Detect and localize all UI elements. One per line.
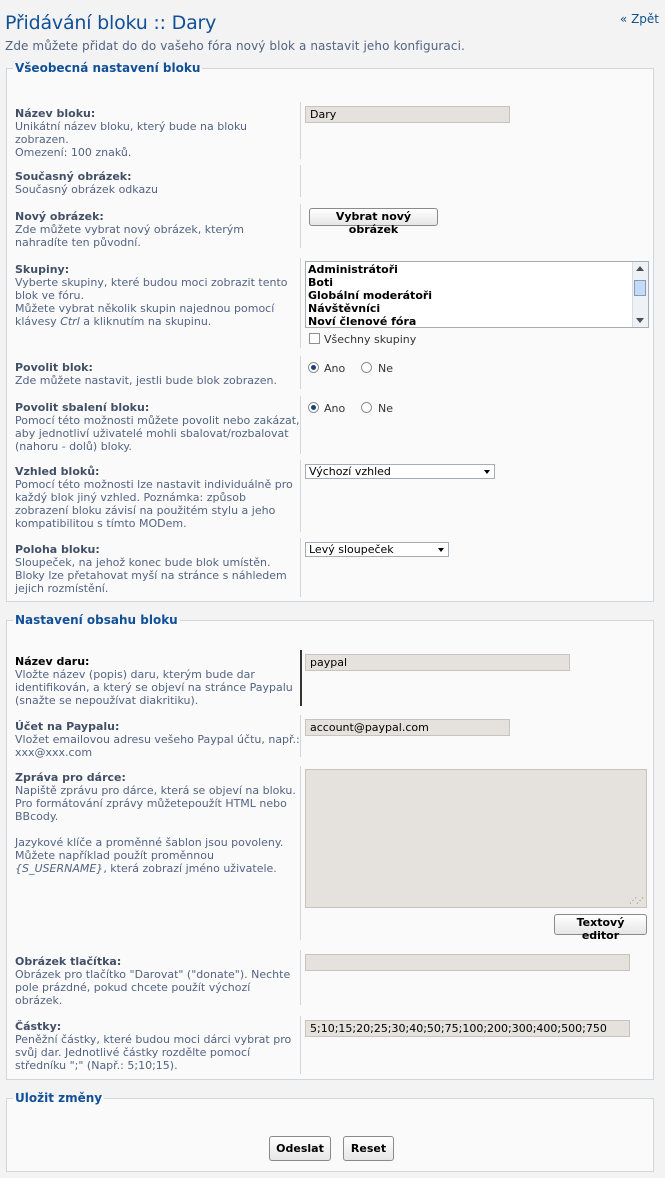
donor-message-vars-desc: Jazykové klíče a proměnné šablon jsou povoleny. Můžete například použít proměnnou {S_USERNAME}, která zobrazí jméno uživatele. [15,836,284,875]
group-option[interactable]: Noví členové fóra [308,315,417,328]
groups-listbox[interactable] [305,261,649,328]
block-style-title: Vzhled bloků: [15,465,100,478]
group-option[interactable]: Globální moderátoři [308,289,433,302]
donation-name-title: Název daru: [15,655,90,668]
all-groups-checkbox[interactable] [309,333,320,344]
divider [300,1016,301,1074]
enable-collapse-no-label: Ne [378,402,393,415]
amounts-desc: Peněžní částky, které budou moci dárci vybrat pro svůj dar. Jednotlivé částky rozdělte pomocí středníku ";" (Např.: 5;10;15). [15,1033,292,1072]
block-style-select[interactable] [305,464,495,479]
group-option[interactable]: Administrátoři [308,263,398,276]
all-groups-label: Všechny skupiny [324,333,417,346]
select-new-image-button[interactable]: Vybrat nový obrázek [309,208,438,226]
current-image-desc: Současný obrázek odkazu [15,183,158,196]
new-image-desc: Zde můžete vybrat nový obrázek, kterým nahradíte ten původní. [15,223,244,249]
enable-block-no-label: Ne [378,362,393,375]
save-legend: Uložit změny [15,1091,103,1105]
enable-collapse-desc: Pomocí této možnosti můžete povolit nebo zakázat, aby jednotliví uživatelé mohli sbalovat/rozbalovat (nahoru - dolů) bloky. [15,414,300,453]
groups-desc: Vyberte skupiny, které budou moci zobrazit tento blok ve fóru. [15,276,288,302]
submit-button[interactable]: Odeslat [269,1136,331,1161]
page-intro: Zde můžete přidat do do vašeho fóra nový blok a nastavit jeho konfiguraci. [5,39,465,53]
donor-message-title: Zpráva pro dárce: [15,771,126,784]
amounts-input[interactable]: 5;10;15;20;25;30;40;50;75;100;200;300;400;500;750 [305,1020,630,1037]
general-settings-legend: Všeobecná nastavení bloku [15,61,201,75]
enable-block-no-radio[interactable] [361,362,372,373]
divider [300,460,301,532]
group-option[interactable]: Boti [308,276,333,289]
donor-message-desc: Napiště zprávu pro dárce, která se objeví na bloku. [15,784,296,797]
username-variable: {S_USERNAME} [15,862,104,875]
enable-block-title: Povolit blok: [15,361,93,374]
scroll-down-icon[interactable] [636,318,644,323]
general-settings-fieldset [6,61,654,602]
current-image-title: Současný obrázek: [15,170,132,183]
block-name-desc: Unikátní název bloku, který bude na bloku zobrazen. [15,120,248,146]
divider [300,715,301,757]
enable-collapse-title: Povolit sbalení bloku: [15,401,150,414]
save-fieldset [6,1091,654,1172]
divider [300,258,301,348]
block-name-limit: Omezení: 100 znaků. [15,146,132,159]
content-settings-fieldset [6,613,654,1080]
back-link[interactable]: « Zpět [619,12,659,26]
donor-message-textarea[interactable] [305,769,647,908]
groups-desc-ctrl: Můžete vybrat několik skupin najednou pomocí klávesy Ctrl a kliknutím na skupinu. [15,302,275,328]
block-position-desc: Sloupeček, na jehož konec bude blok umístěn. Bloky lze přetahovat myší na stránce s náhledem jejich rozmístění. [15,556,287,595]
button-image-desc: Obrázek pro tlačítko "Darovat" ("donate"). Nechte pole prázdné, pokud chcete použít výchozí obrázek. [15,968,291,1007]
paypal-account-title: Účet na Paypalu: [15,720,120,733]
button-image-input[interactable] [305,954,630,971]
page-title: Přidávání bloku :: Dary [5,12,217,34]
divider [300,356,301,389]
divider [300,204,301,248]
groups-title: Skupiny: [15,263,70,276]
divider [300,538,301,597]
divider [300,766,301,940]
donor-message-format-desc: Pro formátování zprávy můžetepoužít HTML nebo BBcody. [15,797,287,823]
block-name-title: Název bloku: [15,107,96,120]
reset-button[interactable]: Reset [343,1136,394,1161]
block-position-select[interactable] [305,542,449,557]
donation-name-input[interactable]: paypal [305,654,570,671]
paypal-account-input[interactable]: account@paypal.com [305,719,510,736]
amounts-title: Částky: [15,1020,62,1033]
block-position-title: Poloha bloku: [15,543,100,556]
chevron-down-icon [438,548,444,552]
content-settings-legend: Nastavení obsahu bloku [15,613,178,627]
divider [300,396,301,454]
paypal-account-desc: Vložet emailovou adresu vešeho Paypal účtu, např.: xxx@xxx.com [15,733,300,759]
enable-collapse-yes-radio[interactable] [308,402,319,413]
enable-block-yes-label: Ano [324,362,346,375]
scroll-up-icon[interactable] [636,266,644,271]
chevron-down-icon [484,470,490,474]
block-position-value: Levý sloupeček [309,543,394,556]
block-style-desc: Pomocí této možnosti lze nastavit individuálně pro každý blok jiný vzhled. Poznámka: způsob zobrazení bloku závisí na použitém stylu a jeho kompatibilitou s tímto MODem. [15,478,293,530]
donation-name-desc: Vložte název (popis) daru, kterým bude dar identifikován, a který se objeví na stránce Paypalu (snažte se nepoužívat diakritiku). [15,668,293,707]
text-editor-button[interactable]: Textový editor [554,914,647,935]
resize-grip-icon[interactable]: ⋰⋰ [629,896,643,905]
enable-block-yes-radio[interactable] [308,362,319,373]
scroll-thumb[interactable] [634,280,646,296]
listbox-scrollbar[interactable] [632,262,648,327]
enable-block-desc: Zde můžete nastavit, jestli bude blok zobrazen. [15,374,278,387]
enable-collapse-yes-label: Ano [324,402,346,415]
enable-collapse-no-radio[interactable] [361,402,372,413]
group-option[interactable]: Návštěvníci [308,302,381,315]
block-name-input[interactable]: Dary [305,106,510,123]
divider [300,165,301,197]
divider [300,650,302,706]
button-image-title: Obrázek tlačítka: [15,955,122,968]
ctrl-key: Ctrl [60,315,80,328]
divider [300,950,301,1005]
divider [300,102,301,159]
new-image-title: Nový obrázek: [15,210,104,223]
block-style-value: Výchozí vzhled [309,465,391,478]
